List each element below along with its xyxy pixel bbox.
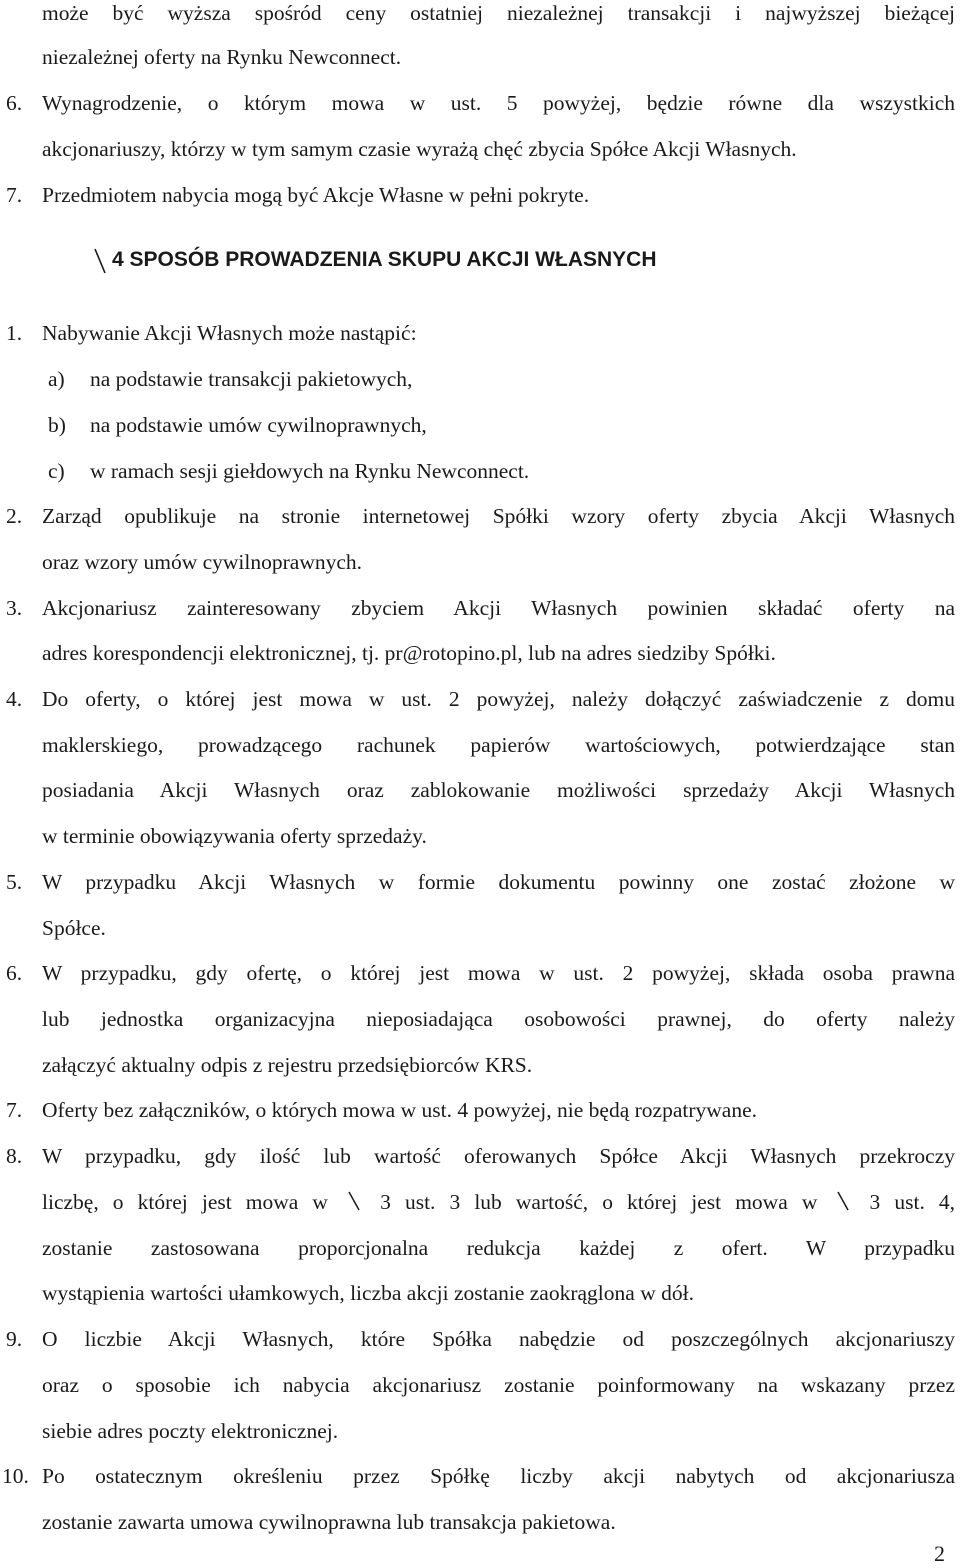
item-number: 1. [6, 321, 23, 345]
item-text: zostanie zawarta umowa cywilnoprawna lub transakcja pakietowa. [42, 1510, 616, 1534]
item-number: 6. [6, 961, 23, 985]
text: może być wyższa spośród ceny ostatniej niezależnej transakcji i najwyższej bieżącej [42, 1, 955, 25]
item-text: Przedmiotem nabycia mogą być Akcje Własne w pełni pokryte. [42, 183, 590, 207]
page-number: 2 [934, 1541, 945, 1566]
item-number: 2. [6, 504, 23, 528]
item-text: maklerskiego, prowadzącego rachunek papierów wartościowych, potwierdzające stan [42, 733, 955, 757]
item-text: Wynagrodzenie, o którym mowa w ust. 5 powyżej, będzie równe dla wszystkich [42, 91, 955, 115]
item-text: w terminie obowiązywania oferty sprzedaży. [42, 824, 427, 848]
item-text: zostanie zastosowana proporcjonalna redukcja każdej z ofert. W przypadku [42, 1236, 955, 1260]
item-number: 4. [6, 687, 23, 711]
sub-item-text: na podstawie transakcji pakietowych, [90, 367, 413, 391]
item-text: posiadania Akcji Własnych oraz zablokowanie możliwości sprzedaży Akcji Własnych [42, 778, 955, 802]
item-text: O liczbie Akcji Własnych, które Spółka nabędzie od poszczególnych akcjonariuszy [42, 1327, 955, 1351]
section-sign-icon [346, 1190, 362, 1212]
item-text: W przypadku, gdy ofertę, o której jest mowa w ust. 2 powyżej, składa osoba prawna [42, 961, 955, 985]
sub-item-letter: b) [48, 413, 66, 437]
item-number: 8. [6, 1144, 23, 1168]
sub-item-text: na podstawie umów cywilnoprawnych, [90, 413, 427, 437]
text: niezależnej oferty na Rynku Newconnect. [42, 45, 402, 69]
item-text-with-section-refs [42, 1187, 955, 1217]
item-number: 7. [6, 183, 23, 207]
item-text: Zarząd opublikuje na stronie internetowej Spółki wzory oferty zbycia Akcji Własnych [42, 504, 955, 528]
item-text: lub jednostka organizacyjna nieposiadająca osobowości prawnej, do oferty należy [42, 1007, 955, 1031]
item-text: wystąpienia wartości ułamkowych, liczba akcji zostanie zaokrąglona w dół. [42, 1281, 694, 1305]
sub-item-letter: c) [48, 459, 65, 483]
item-text: W przypadku Akcji Własnych w formie dokumentu powinny one zostać złożone w [42, 870, 955, 894]
item-number: 7. [6, 1098, 23, 1122]
item-text: Oferty bez załączników, o których mowa w ust. 4 powyżej, nie będą rozpatrywane. [42, 1098, 758, 1122]
section-heading: 4 SPOSÓB PROWADZENIA SKUPU AKCJI WŁASNYCH [112, 248, 657, 271]
text-segment: 3 ust. 4, [869, 1190, 956, 1214]
item-text: adres korespondencji elektronicznej, tj. pr@rotopino.pl, lub na adres siedziby Spółki. [42, 641, 776, 665]
sub-item-text: w ramach sesji giełdowych na Rynku Newconnect. [90, 459, 530, 483]
item-text: załączyć aktualny odpis z rejestru przedsiębiorców KRS. [42, 1053, 533, 1077]
item-text: W przypadku, gdy ilość lub wartość oferowanych Spółce Akcji Własnych przekroczy [42, 1144, 955, 1168]
item-text: siebie adres poczty elektronicznej. [42, 1419, 339, 1443]
item-text: oraz wzory umów cywilnoprawnych. [42, 550, 363, 574]
section-sign-icon [93, 246, 107, 276]
item-text: Spółce. [42, 916, 106, 940]
text-segment: 3 ust. 3 lub wartość, o której jest mowa w [380, 1190, 818, 1214]
item-number: 9. [6, 1327, 23, 1351]
item-text: Po ostatecznym określeniu przez Spółkę liczby akcji nabytych od akcjonariusza [42, 1464, 955, 1488]
item-text: oraz o sposobie ich nabycia akcjonariusz zostanie poinformowany na wskazany przez [42, 1373, 955, 1397]
section-sign-icon [835, 1190, 851, 1212]
item-text: Akcjonariusz zainteresowany zbyciem Akcji Własnych powinien składać oferty na [42, 596, 955, 620]
item-number: 6. [6, 91, 23, 115]
item-text: Do oferty, o której jest mowa w ust. 2 powyżej, należy dołączyć zaświadczenie z domu [42, 687, 955, 711]
sub-item-letter: a) [48, 367, 65, 391]
item-text: Nabywanie Akcji Własnych może nastąpić: [42, 321, 417, 345]
item-number: 10. [2, 1464, 29, 1488]
item-number: 5. [6, 870, 23, 894]
item-number: 3. [6, 596, 23, 620]
item-text: akcjonariuszy, którzy w tym samym czasie wyrażą chęć zbycia Spółce Akcji Własnych. [42, 137, 797, 161]
text-segment: liczbę, o której jest mowa w [42, 1190, 328, 1214]
